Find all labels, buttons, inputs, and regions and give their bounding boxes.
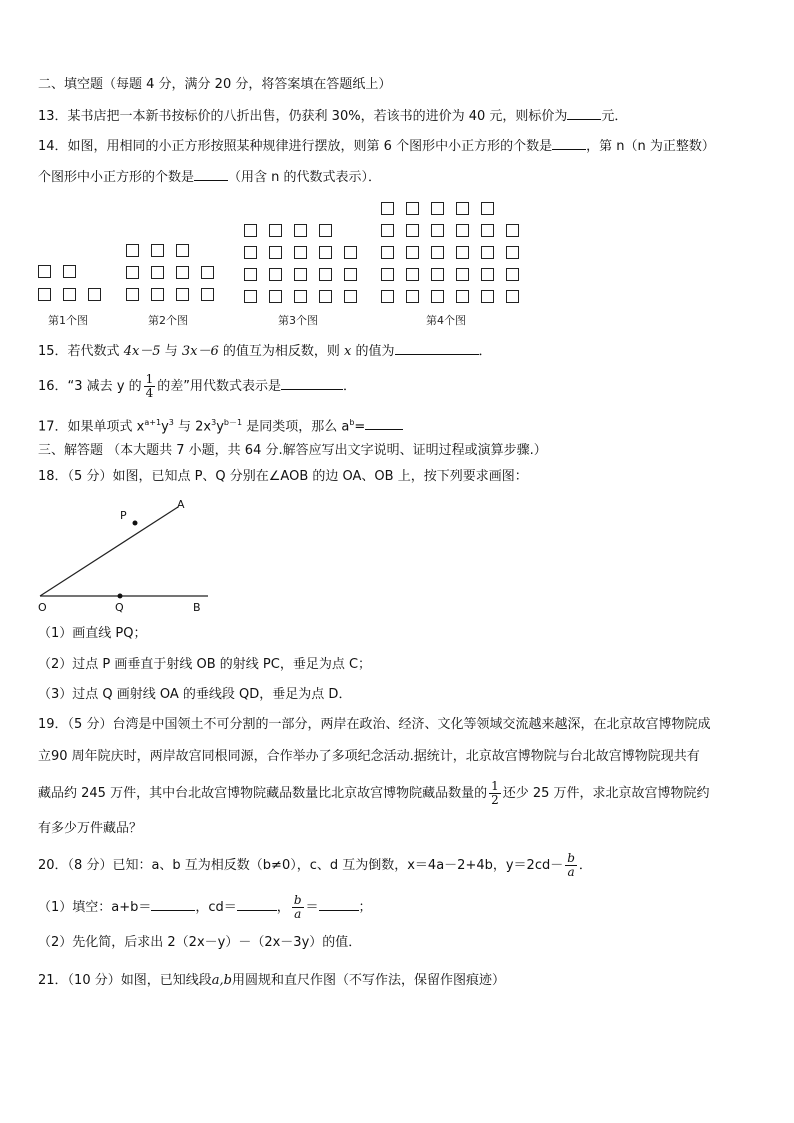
q15-text-c: 的值为 — [355, 344, 395, 359]
pattern-square — [481, 268, 494, 281]
pattern-caption-1: 第1个图 — [48, 314, 88, 327]
q19-line-2: 立90 周年院庆时，两岸故宫同根同源，合作举办了多项纪念活动.据统计，北京故宫博物院与台北故宫博物院现共有 — [38, 749, 700, 764]
q21-text-b: 用圆规和直尺作图（不写作法，保留作图痕迹） — [231, 973, 505, 988]
pattern-square — [269, 224, 282, 237]
pattern-square — [406, 290, 419, 303]
pattern-square — [126, 288, 139, 301]
pattern-square — [126, 244, 139, 257]
q18-item-3: （3）过点 Q 画射线 OA 的垂线段 QD，垂足为点 D． — [38, 687, 352, 702]
pattern-square — [431, 202, 444, 215]
q14-square-pattern-figure — [32, 196, 520, 326]
pattern-square — [506, 224, 519, 237]
label-a: A — [177, 498, 185, 511]
pattern-square — [269, 268, 282, 281]
q14-line1-b: ，第 n（n 为正整数） — [586, 139, 715, 154]
question-16 — [38, 372, 356, 402]
pattern-square — [381, 246, 394, 259]
pattern-square — [481, 202, 494, 215]
q14-line1-a: 14．如图，用相同的小正方形按照某种规律进行摆放，则第 6 个图形中小正方形的个数是 — [38, 139, 553, 154]
question-21 — [38, 972, 505, 990]
pattern-square — [456, 268, 469, 281]
q19-line-3-b: 还少 25 万件，求北京故宫博物院约 — [502, 786, 710, 801]
section3-heading: 三、解答题 （本大题共 7 小题，共 64 分.解答应写出文字说明、证明过程或演算步骤.） — [38, 443, 547, 458]
q16-blank[interactable] — [281, 376, 343, 390]
pattern-square — [406, 202, 419, 215]
pattern-square — [38, 288, 51, 301]
pattern-square — [63, 288, 76, 301]
point-q — [118, 594, 123, 599]
q15-expr-1: 4x－5 — [123, 344, 161, 359]
q20-p1-a: （1）填空：a+b＝ — [38, 900, 152, 915]
q19-fraction-numerator: 1 — [491, 779, 499, 793]
q17-exp-4: b－1 — [223, 418, 243, 427]
question-14-line1 — [38, 136, 715, 156]
pattern-square — [151, 288, 164, 301]
pattern-square — [406, 246, 419, 259]
pattern-square — [506, 268, 519, 281]
pattern-square — [431, 268, 444, 281]
pattern-square — [481, 246, 494, 259]
pattern-square — [344, 290, 357, 303]
q20-p1-fraction-numerator: b — [293, 893, 302, 907]
q20-p1-d: ＝ — [305, 900, 319, 915]
pattern-square — [481, 224, 494, 237]
pattern-square — [344, 268, 357, 281]
q17-exp-5: b — [349, 418, 355, 427]
pattern-square — [319, 268, 332, 281]
q20-p1-b: ，cd＝ — [195, 900, 237, 915]
q20-text-a: 20．（8 分）已知：a、b 互为相反数（b≠0），c、d 互为倒数，x＝4a－2+4b，y＝2cd－ — [38, 858, 564, 873]
q17-text-a: 17．如果单项式 x — [38, 419, 145, 435]
pattern-square — [126, 266, 139, 279]
pattern-square — [431, 224, 444, 237]
pattern-square — [381, 290, 394, 303]
q20-blank-2[interactable] — [237, 897, 277, 911]
pattern-square — [406, 268, 419, 281]
pattern-square — [456, 202, 469, 215]
q20-tail: ． — [578, 858, 592, 873]
q17-text-c: 与 2x — [173, 419, 212, 435]
pattern-square — [381, 202, 394, 215]
q17-blank[interactable] — [365, 416, 403, 430]
q20-blank-1[interactable] — [151, 897, 195, 911]
pattern-square — [319, 290, 332, 303]
q18-item-1: （1）画直线 PQ； — [38, 626, 147, 641]
q20-fraction-denominator: a — [567, 865, 575, 879]
label-p: P — [120, 509, 127, 522]
q16-fraction-denominator: 4 — [145, 386, 154, 400]
pattern-square — [244, 246, 257, 259]
question-13 — [38, 106, 627, 126]
q17-exp-2: 3 — [168, 418, 174, 427]
q13-blank[interactable] — [567, 106, 601, 120]
q13-text: 13．某书店把一本新书按标价的八折出售，仍获利 30%，若该书的进价为 40 元，则标价为 — [38, 109, 568, 124]
pattern-square — [88, 288, 101, 301]
q17-text-e: 是同类项，那么 a — [242, 419, 350, 435]
pattern-square — [294, 246, 307, 259]
q21-text-a: 21．（10 分）如图，已知线段 — [38, 973, 212, 988]
q14-blank-1[interactable] — [552, 136, 586, 150]
pattern-square — [506, 246, 519, 259]
q17-exp-3: 3 — [211, 418, 217, 427]
q16-fraction-numerator: 1 — [145, 372, 154, 386]
pattern-square — [38, 265, 51, 278]
q15-text-b: 的值互为相反数，则 — [222, 344, 340, 359]
q16-fraction — [144, 373, 156, 400]
ray-oa — [40, 507, 178, 596]
pattern-square — [344, 246, 357, 259]
pattern-square — [456, 290, 469, 303]
q19-line-3-a: 藏品约 245 万件，其中台北故宫博物院藏品数量比北京故宫博物院藏品数量的 — [38, 786, 488, 801]
q16-text-b: 的差”用代数式表示是 — [157, 379, 282, 394]
pattern-square — [456, 224, 469, 237]
q20-part-1 — [38, 890, 372, 926]
pattern-square — [456, 246, 469, 259]
q18-angle-figure — [30, 495, 230, 617]
q14-line2-b: （用含 n 的代数式表示）． — [228, 170, 382, 185]
q14-line2-a: 个图形中小正方形的个数是 — [38, 170, 195, 185]
q19-line-4: 有多少万件藏品？ — [38, 821, 143, 836]
q20-blank-3[interactable] — [319, 897, 359, 911]
q19-line-3 — [38, 776, 710, 812]
pattern-square — [201, 288, 214, 301]
pattern-square — [176, 244, 189, 257]
pattern-square — [63, 265, 76, 278]
pattern-caption-4: 第4个图 — [426, 314, 466, 327]
pattern-square — [294, 268, 307, 281]
q17-exp-1: a+1 — [144, 418, 162, 427]
label-o: O — [38, 601, 47, 614]
q20-fraction — [565, 852, 577, 879]
pattern-square — [176, 266, 189, 279]
point-p — [133, 521, 138, 526]
pattern-square — [431, 246, 444, 259]
q15-expr-2: 3x－6 — [181, 344, 219, 359]
question-15 — [38, 341, 492, 361]
q14-blank-2[interactable] — [194, 167, 228, 181]
pattern-square — [244, 224, 257, 237]
pattern-square — [319, 224, 332, 237]
pattern-square — [244, 290, 257, 303]
q19-line-1: 19．（5 分）台湾是中国领土不可分割的一部分，两岸在政治、经济、文化等领域交流越来越深，在北京故宫博物院成 — [38, 717, 711, 732]
pattern-square — [244, 268, 257, 281]
q15-var: x — [344, 344, 352, 359]
label-b: B — [193, 601, 201, 614]
pattern-square — [481, 290, 494, 303]
q20-fraction-numerator: b — [567, 851, 575, 865]
pattern-square — [319, 246, 332, 259]
pattern-square — [294, 290, 307, 303]
pattern-square — [406, 224, 419, 237]
pattern-square — [269, 246, 282, 259]
pattern-square — [294, 224, 307, 237]
pattern-square — [201, 266, 214, 279]
section2-heading: 二、填空题（每题 4 分，满分 20 分，将答案填在答题纸上） — [38, 77, 392, 92]
pattern-square — [269, 290, 282, 303]
q17-text-b: y — [161, 419, 169, 435]
q15-text-mid: 与 — [164, 344, 178, 359]
pattern-square — [151, 244, 164, 257]
q19-fraction — [489, 780, 501, 807]
q13-tail: 元． — [601, 109, 628, 124]
q18-item-2: （2）过点 P 画垂直于射线 OB 的射线 PC，垂足为点 C； — [38, 657, 372, 672]
pattern-caption-2: 第2个图 — [148, 314, 188, 327]
q15-blank[interactable] — [395, 341, 479, 355]
pattern-square — [431, 290, 444, 303]
pattern-square — [381, 224, 394, 237]
pattern-square — [381, 268, 394, 281]
q20-p1-e: ； — [358, 900, 372, 915]
label-q: Q — [115, 601, 124, 614]
q20-part-2: （2）先化简，后求出 2（2x－y）－（2x－3y）的值． — [38, 935, 362, 950]
q15-tail: ． — [478, 344, 492, 359]
q20-line-1 — [38, 848, 592, 884]
pattern-square — [506, 290, 519, 303]
q17-text-f: = — [354, 419, 366, 435]
pattern-caption-3: 第3个图 — [278, 314, 318, 327]
question-18-intro: 18．（5 分）如图，已知点 P、Q 分别在∠AOB 的边 OA、OB 上，按下列要求画图： — [38, 469, 528, 484]
q16-tail: ． — [343, 379, 357, 394]
q19-fraction-denominator: 2 — [491, 793, 499, 807]
q16-text-a: 16．“3 减去 y 的 — [38, 379, 142, 394]
question-17 — [38, 414, 403, 436]
q20-p1-c: ， — [276, 900, 290, 915]
pattern-square — [176, 288, 189, 301]
q21-vars: a,b — [211, 973, 232, 988]
pattern-square — [151, 266, 164, 279]
q15-text-a: 15．若代数式 — [38, 344, 120, 359]
q20-p1-fraction — [292, 894, 304, 921]
q17-text-d: y — [216, 419, 224, 435]
q20-p1-fraction-denominator: a — [294, 907, 302, 921]
question-14-line2 — [38, 167, 381, 187]
